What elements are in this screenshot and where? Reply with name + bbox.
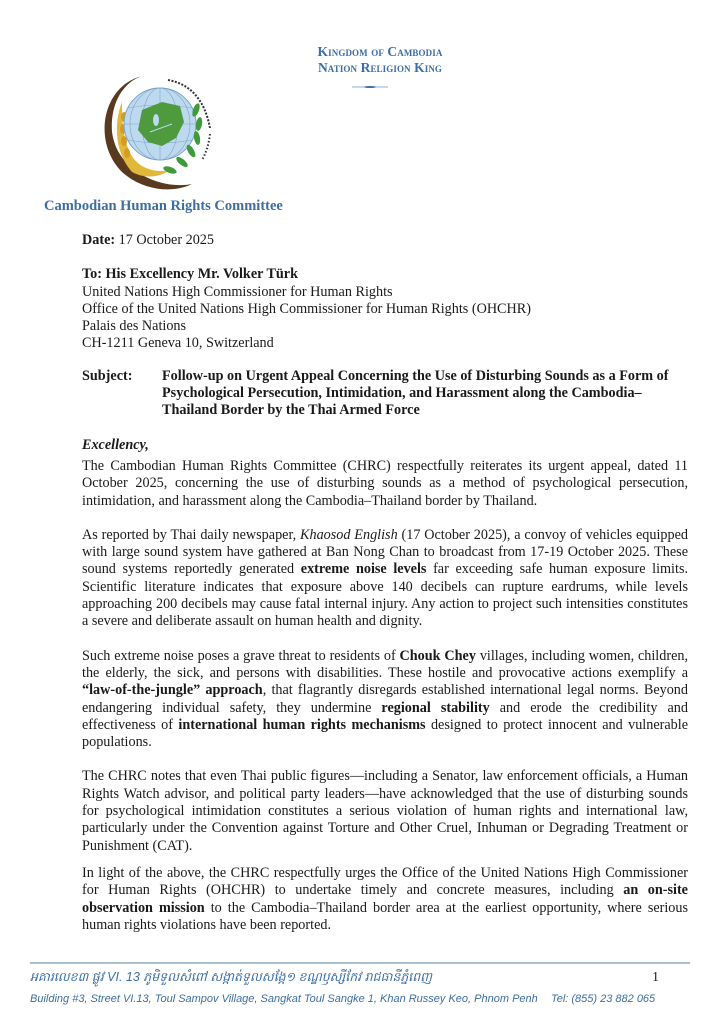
recipient-block [82, 266, 688, 352]
kingdom-line-2: Nation Religion King [317, 60, 443, 75]
footer-divider [30, 962, 690, 964]
emphasis: Chouk Chey [399, 647, 476, 664]
salutation: Excellency, [82, 436, 149, 453]
paragraph-2: As reported by Thai daily newspaper, Khaosod English (17 October 2025), a convoy of vehicles equipped with large sound system have gathered at Ban Nong Chan to broadcast from 17-19 October 2025. These sound systems reportedly generated extreme noise levels far exceeding safe human exposure limits. Scientific literature indicates that exposure above 140 decibels can rupture eardrums, while levels approaching 200 decibels may cause fatal internal injury. Any action to project such intensities constitutes a severe and deliberate assault on human health and dignity. [82, 526, 689, 630]
date-line [82, 232, 688, 249]
ornament-divider-icon [352, 86, 388, 88]
subject-block [82, 368, 688, 420]
paragraph-5: In light of the above, the CHRC respectfully urges the Office of the United Nations High Commissioner for Human Rights (OHCHR) to undertake timely and concrete measures, including an on-site observation mission to the Cambodia–Thailand border area at the earliest opportunity, where serious human rights violations have been reported. [82, 864, 689, 933]
address-line: Palais des Nations [82, 318, 187, 335]
kingdom-header [290, 44, 470, 76]
date-value: 17 October 2025 [118, 232, 214, 248]
emphasis: “law-of-the-jungle” approach [82, 682, 263, 699]
address-line: CH-1211 Geneva 10, Switzerland [82, 335, 274, 352]
emphasis: an on-site observation mission [82, 882, 688, 916]
date-label: Date: [82, 232, 116, 248]
chrc-emblem-icon [92, 72, 222, 194]
address-line: United Nations High Commissioner for Human Rights [82, 283, 393, 300]
footer-khmer-address: អគារលេខ៣ ផ្លូវ VI. 13 ភូមិទួលសំពៅ សង្កាត់ទួលសង្កែ១ ខណ្ឌឫស្សីកែវ រាជធានីភ្នំពេញ [30, 970, 433, 984]
emphasis: regional stability [381, 699, 490, 716]
paragraph-1: The Cambodian Human Rights Committee (CHRC) respectfully reiterates its urgent appeal, dated 11 October 2025, concerning the use of disturbing sounds as a method of psychological persecution, intimidation, and harassment along the Cambodia–Thailand border by Thailand. [82, 457, 688, 509]
recipient-name: To: His Excellency Mr. Volker Türk [82, 266, 298, 283]
footer-telephone: Tel: (855) 23 882 065 [551, 993, 656, 1005]
kingdom-line-1: Kingdom of Cambodia [317, 44, 443, 59]
paragraph-3: Such extreme noise poses a grave threat to residents of Chouk Chey villages, including women, children, the elderly, the sick, and persons with disabilities. These hostile and provocative actions exemplify a “law-of-the-jungle” approach, that flagrantly disregards established international legal norms. Beyond endangering individual safety, they undermine regional stability and erode the credibility and effectiveness of international human rights mechanisms designed to protect innocent and vulnerable populations. [82, 647, 689, 751]
paragraph-4: The CHRC notes that even Thai public figures—including a Senator, law enforcement officials, a Human Rights Watch advisor, and political party leaders—have acknowledged that the use of disturbing sounds for psychological intimidation constitutes a serious violation of human rights and international law, particularly under the Convention against Torture and Other Cruel, Inhuman or Degrading Treatment or Punishment (CAT). [82, 768, 688, 854]
footer-english-address: Building #3, Street VI.13, Toul Sampov Village, Sangkat Toul Sangke 1, Khan Russey Keo, Phnom Penh [30, 993, 538, 1005]
address-line: Office of the United Nations High Commissioner for Human Rights (OHCHR) [82, 300, 531, 317]
organization-name: Cambodian Human Rights Committee [44, 198, 283, 214]
letter-body [82, 232, 688, 934]
emphasis: international human rights mechanisms [178, 716, 426, 733]
newspaper-name: Khaosod English [300, 526, 398, 543]
subject-label: Subject: [82, 367, 133, 384]
subject-text: Follow-up on Urgent Appeal Concerning the Use of Disturbing Sounds as a Form of Psychological Persecution, Intimidation, and Harassment along the Cambodia–Thailand Border by the Thai Armed Force [162, 367, 669, 419]
page-number: 1 [652, 970, 659, 985]
emphasis: extreme noise levels [300, 561, 427, 578]
